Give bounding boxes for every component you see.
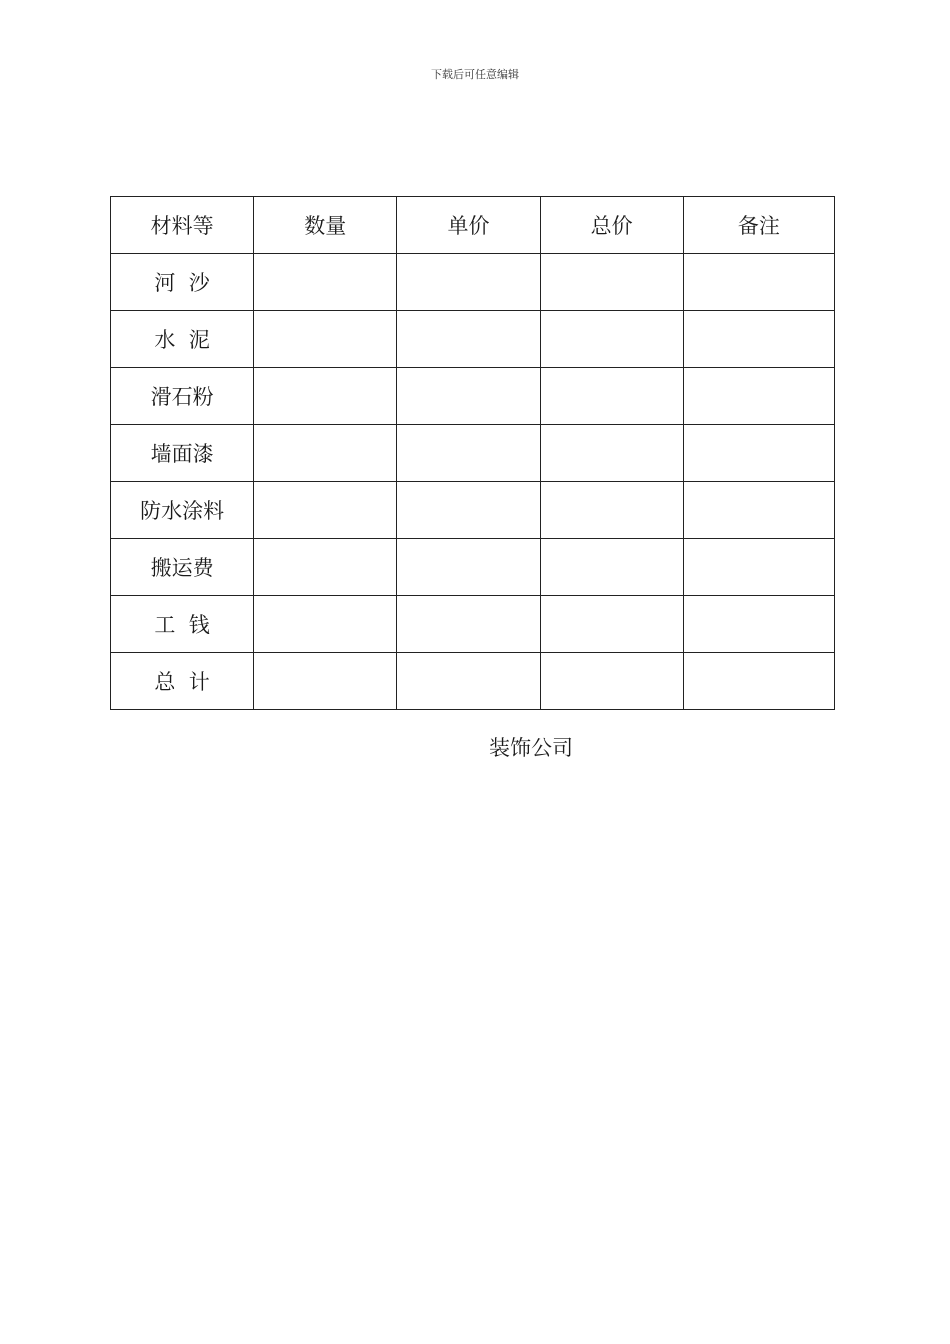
cell-total-price[interactable] [540,653,683,710]
cell-quantity[interactable] [254,311,397,368]
cell-unit-price[interactable] [397,482,540,539]
column-header-total-price: 总价 [540,197,683,254]
cell-total-price[interactable] [540,368,683,425]
cell-remark[interactable] [683,596,834,653]
cell-quantity[interactable] [254,596,397,653]
table-header-row [111,197,835,254]
cell-remark[interactable] [683,254,834,311]
company-signature: 装饰公司 [489,736,573,760]
cell-material-name: 防水涂料 [111,482,254,539]
cell-quantity[interactable] [254,254,397,311]
cell-material-name: 搬运费 [111,539,254,596]
cell-quantity[interactable] [254,539,397,596]
cell-unit-price[interactable] [397,254,540,311]
cell-material-name: 工 钱 [111,596,254,653]
cell-remark[interactable] [683,482,834,539]
cell-unit-price[interactable] [397,311,540,368]
column-header-remark: 备注 [683,197,834,254]
cell-total-price[interactable] [540,539,683,596]
materials-table [110,196,835,710]
cell-total-price[interactable] [540,311,683,368]
cell-total-price[interactable] [540,254,683,311]
column-header-material: 材料等 [111,197,254,254]
cell-quantity[interactable] [254,368,397,425]
cell-remark[interactable] [683,425,834,482]
table-row [111,482,835,539]
cell-total-price[interactable] [540,596,683,653]
cell-material-name: 滑石粉 [111,368,254,425]
cell-remark[interactable] [683,539,834,596]
table-row [111,311,835,368]
cell-quantity[interactable] [254,653,397,710]
cell-unit-price[interactable] [397,425,540,482]
cell-unit-price[interactable] [397,653,540,710]
cell-remark[interactable] [683,368,834,425]
table-row [111,425,835,482]
cell-unit-price[interactable] [397,596,540,653]
cell-material-name: 总 计 [111,653,254,710]
table-row [111,368,835,425]
cell-quantity[interactable] [254,482,397,539]
cell-total-price[interactable] [540,482,683,539]
cell-total-price[interactable] [540,425,683,482]
cell-quantity[interactable] [254,425,397,482]
cell-unit-price[interactable] [397,539,540,596]
cell-material-name: 水 泥 [111,311,254,368]
table-row [111,539,835,596]
column-header-quantity: 数量 [254,197,397,254]
table-row-total [111,653,835,710]
table-row [111,596,835,653]
page-header-note: 下载后可任意编辑 [431,68,519,81]
cell-remark[interactable] [683,311,834,368]
cell-material-name: 河 沙 [111,254,254,311]
cell-material-name: 墙面漆 [111,425,254,482]
cell-unit-price[interactable] [397,368,540,425]
table-row [111,254,835,311]
cell-remark[interactable] [683,653,834,710]
column-header-unit-price: 单价 [397,197,540,254]
